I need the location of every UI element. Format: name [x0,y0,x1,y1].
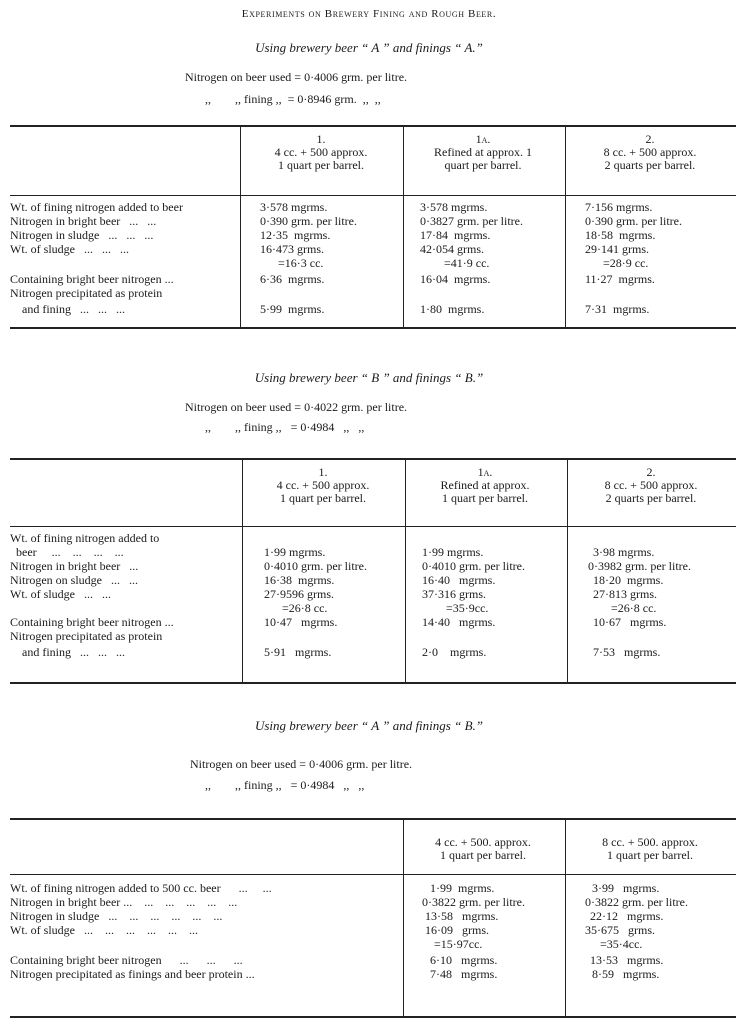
column-divider [405,460,406,682]
table-1-cell: =28·9 cc. [585,256,649,270]
section-3-nitrogen-beer: Nitrogen on beer used = 0·4006 grm. per litre. [190,757,413,771]
column-divider [403,820,404,1016]
table-3 [10,818,736,1018]
table-2-row-label: Nitrogen on sludge ... ... [10,573,138,587]
col-line2: 1 quart per barrel. [440,848,526,862]
section-2-subtitle: Using brewery beer “ B ” and finings “ B.” [254,370,484,385]
table-2-cell: =35·9cc. [422,601,489,615]
section-1-nitrogen-fining: ,, ,, fining ,, = 0·8946 grm. ,, ,, [205,92,381,106]
table-1-cell: =41·9 cc. [420,256,490,270]
table-3-cell: 13·53 mgrms. [590,953,664,967]
table-1-cell: 7·31 mgrms. [585,302,650,316]
table-2-cell: 18·20 mgrms. [593,573,664,587]
table-2-header [10,460,736,527]
table-3-row-label: Nitrogen in bright beer ... ... ... ... ... ... [10,895,238,909]
col-line1: Refined at approx. [440,478,530,492]
table-1-cell: =16·3 cc. [260,256,324,270]
table-3-cell: 0·3822 grm. per litre. [585,895,688,909]
table-2-cell: 27·813 grms. [593,587,657,601]
table-2 [10,458,736,684]
table-2-cell: 2·0 mgrms. [422,645,487,659]
table-2-cell: 37·316 grms. [422,587,486,601]
col-number: 1a. [475,132,491,146]
table-1-cell: 18·58 mgrms. [585,228,656,242]
table-1-row-label: Nitrogen precipitated as protein [10,286,163,300]
table-1-cell: 5·99 mgrms. [260,302,325,316]
table-2-cell: 0·4010 grm. per litre. [422,559,525,573]
table-3-col-1-header [403,820,563,862]
table-2-cell: 5·91 mgrms. [264,645,332,659]
table-2-row-label: beer ... ... ... ... [10,545,124,559]
table-3-cell: 6·10 mgrms. [430,953,498,967]
table-2-cell: 10·67 mgrms. [593,615,667,629]
table-3-row-label: Wt. of fining nitrogen added to 500 cc. beer ... ... [10,881,272,895]
table-2-col-2-header [405,460,565,505]
table-1-cell: 29·141 grms. [585,242,649,256]
table-3-cell: 3·99 mgrms. [592,881,660,895]
table-3-cell: 7·48 mgrms. [430,967,498,981]
column-divider [565,820,566,1016]
table-1 [10,125,736,329]
table-2-cell: 1·99 mgrms. [264,545,326,559]
table-2-row-label: Wt. of fining nitrogen added to [10,531,160,545]
table-1-cell: 7·156 mgrms. [585,200,653,214]
col-line2: 1 quart per barrel. [278,158,364,172]
table-1-cell: 12·35 mgrms. [260,228,331,242]
table-1-header [10,127,736,196]
table-3-row-label: Containing bright beer nitrogen ... ... ... [10,953,243,967]
col-line2: quart per barrel. [444,158,522,172]
table-2-cell: 0·3982 grm. per litre. [588,559,691,573]
table-3-cell: =15·97cc. [425,937,483,951]
section-1-nitrogen-beer: Nitrogen on beer used = 0·4006 grm. per litre. [185,70,408,84]
col-line1: Refined at approx. 1 [434,145,532,159]
table-3-cell: 16·09 grms. [425,923,489,937]
section-3-subtitle: Using brewery beer “ A ” and finings “ B.” [254,718,483,733]
col-number: 1a. [477,465,493,479]
table-2-cell: 0·4010 grm. per litre. [264,559,367,573]
col-line1: 4 cc. + 500 approx. [276,478,370,492]
table-3-cell: =35·4cc. [585,937,643,951]
col-number: 1. [318,465,328,479]
col-line1: 4 cc. + 500. approx. [435,835,531,849]
table-1-cell: 0·390 grm. per litre. [585,214,682,228]
col-line2: 1 quart per barrel. [442,491,528,505]
col-line2: 2 quarts per barrel. [604,158,696,172]
table-1-row-label: Nitrogen in sludge ... ... ... [10,228,154,242]
table-3-cell: 8·59 mgrms. [592,967,660,981]
col-number: 1. [316,132,326,146]
table-3-cell: 1·99 mgrms. [430,881,495,895]
table-2-cell: =26·8 cc. [264,601,328,615]
table-1-cell: 16·04 mgrms. [420,272,491,286]
table-1-cell: 3·578 mgrms. [260,200,328,214]
table-2-cell: 10·47 mgrms. [264,615,338,629]
table-1-cell: 3·578 mgrms. [420,200,488,214]
table-2-cell: 7·53 mgrms. [593,645,661,659]
table-2-cell: 16·38 mgrms. [264,573,335,587]
table-1-row-label: and fining ... ... ... [10,302,125,316]
col-line2: 1 quart per barrel. [607,848,693,862]
table-1-cell: 0·3827 grm. per litre. [420,214,523,228]
section-3-nitrogen-fining: ,, ,, fining ,, = 0·4984 ,, ,, [205,778,365,792]
col-line1: 4 cc. + 500 approx. [274,145,368,159]
table-1-cell: 11·27 mgrms. [585,272,655,286]
table-1-cell: 42·054 grms. [420,242,484,256]
table-3-header [10,820,736,875]
column-divider [240,127,241,327]
table-2-cell: 1·99 mgrms. [422,545,484,559]
table-1-row-label: Wt. of fining nitrogen added to beer [10,200,183,214]
table-2-col-1-header [242,460,404,505]
table-1-cell: 1·80 mgrms. [420,302,485,316]
table-3-cell: 22·12 mgrms. [590,909,664,923]
table-3-row-label: Nitrogen in sludge ... ... ... ... ... ... [10,909,223,923]
table-3-cell: 13·58 mgrms. [425,909,499,923]
table-3-cell: 35·675 grms. [585,923,655,937]
table-1-row-label: Containing bright beer nitrogen ... [10,272,174,286]
table-2-cell: =26·8 cc. [593,601,657,615]
col-line2: 1 quart per barrel. [280,491,366,505]
table-2-cell: 3·98 mgrms. [593,545,655,559]
table-2-cell: 16·40 mgrms. [422,573,496,587]
column-divider [403,127,404,327]
table-2-cell: 27·9596 grms. [264,587,334,601]
table-2-row-label: Wt. of sludge ... ... [10,587,111,601]
table-2-row-label: Nitrogen in bright beer ... [10,559,139,573]
table-1-cell: 6·36 mgrms. [260,272,325,286]
section-1-subtitle: Using brewery beer “ A ” and finings “ A.” [255,40,483,55]
col-number: 2. [646,465,656,479]
col-line1: 8 cc. + 500 approx. [604,478,698,492]
table-1-col-1-header [240,127,402,172]
col-line1: 8 cc. + 500 approx. [603,145,697,159]
section-2-nitrogen-beer: Nitrogen on beer used = 0·4022 grm. per litre. [185,400,408,414]
table-3-cell: 0·3822 grm. per litre. [422,895,525,909]
table-2-cell: 14·40 mgrms. [422,615,496,629]
table-1-col-2-header [403,127,563,172]
table-1-cell: 17·84 mgrms. [420,228,491,242]
column-divider [565,127,566,327]
table-1-row-label: Wt. of sludge ... ... ... [10,242,129,256]
table-1-row-label: Nitrogen in bright beer ... ... [10,214,157,228]
table-1-cell: 0·390 grm. per litre. [260,214,357,228]
table-3-row-label: Wt. of sludge ... ... ... ... ... ... [10,923,198,937]
section-2-nitrogen-fining: ,, ,, fining ,, = 0·4984 ,, ,, [205,420,365,434]
table-2-col-3-header [567,460,735,505]
column-divider [567,460,568,682]
table-3-col-2-header [565,820,735,862]
table-2-row-label: and fining ... ... ... [10,645,125,659]
column-divider [242,460,243,682]
col-line1: 8 cc. + 500. approx. [602,835,698,849]
col-number: 2. [645,132,655,146]
table-3-row-label: Nitrogen precipitated as finings and beer protein ... [10,967,255,981]
table-1-cell: 16·473 grms. [260,242,324,256]
table-2-row-label: Nitrogen precipitated as protein [10,629,163,643]
table-2-row-label: Containing bright beer nitrogen ... [10,615,174,629]
page-title: Experiments on Brewery Fining and Rough Beer. [241,8,497,20]
col-line2: 2 quarts per barrel. [605,491,697,505]
table-1-col-3-header [565,127,735,172]
